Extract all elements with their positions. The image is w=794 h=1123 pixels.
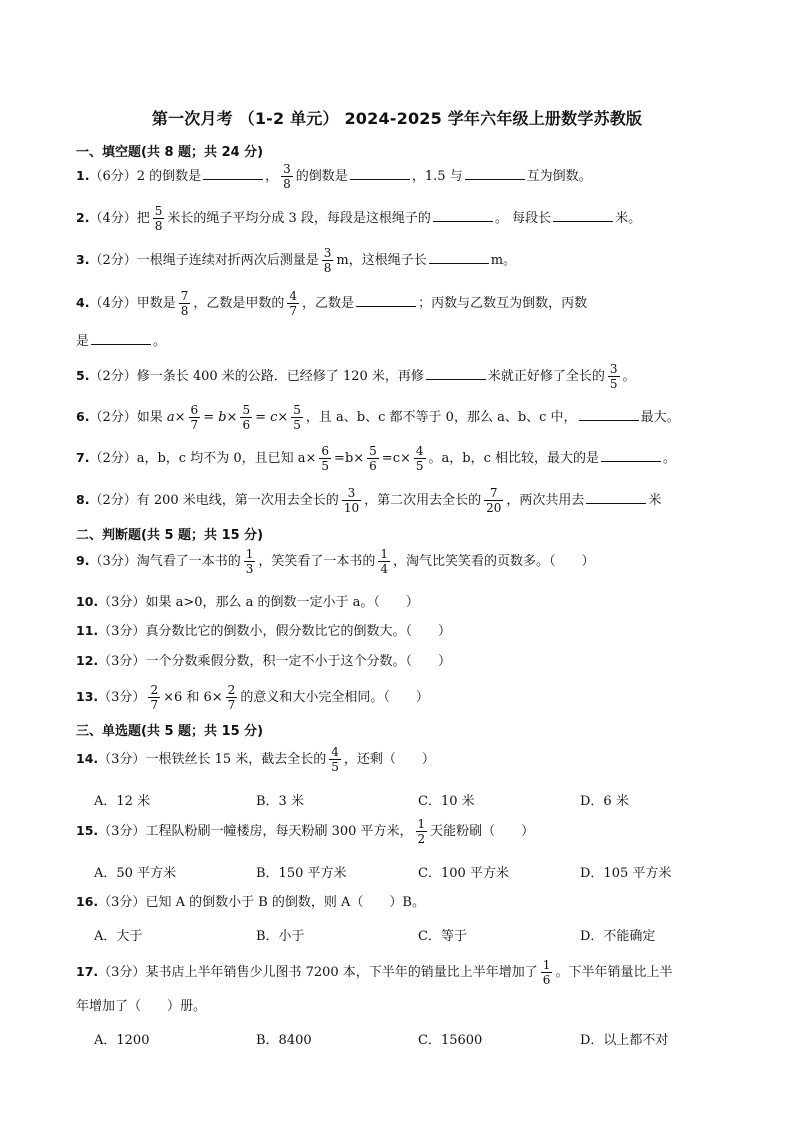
- fraction: $\frac{1}{2}$: [417, 817, 426, 846]
- fraction: $\frac{5}{8}$: [154, 204, 163, 233]
- question-10: 10.（3分）如果 a>0，那么 a 的倒数一定小于 a。（ ）: [76, 594, 419, 610]
- answer-blank[interactable]: [579, 406, 639, 421]
- question-5: 5.（2分）修一条长 400 米的公路．已经修了 120 米，再修 米就正好修了全长的 $\frac{3}{5}$ 。: [76, 362, 636, 391]
- question-3: 3.（2分）一根绳子连续对折两次后测量是 $\frac{3}{8}$ m，这根绳子长 m。: [76, 246, 517, 275]
- answer-blank[interactable]: [553, 207, 613, 222]
- section-heading-fill-in: 一、填空题(共 8 题；共 24 分): [76, 145, 264, 160]
- question-number: 14.: [76, 751, 99, 766]
- fraction: $\frac{1}{6}$: [542, 958, 551, 987]
- question-score: （3分）: [98, 690, 146, 705]
- question-score: （3分）: [98, 595, 146, 610]
- fraction: $\frac{2}{7}$: [227, 683, 236, 712]
- option-b[interactable]: B．8400: [256, 1033, 312, 1048]
- fraction: $\frac{3}{8}$: [283, 162, 291, 191]
- question-number: 8.: [76, 492, 90, 507]
- option-b[interactable]: B．3 米: [256, 794, 304, 809]
- question-score: （2分）: [89, 451, 137, 466]
- answer-blank[interactable]: [433, 207, 493, 222]
- answer-blank[interactable]: [350, 165, 410, 180]
- question-score: （3分）: [98, 624, 146, 639]
- question-15: 15.（3分）工程队粉刷一幢楼房，每天粉刷 300 平方米， $\frac{1}{2}$ 天能粉刷（ ）: [76, 817, 535, 846]
- question-number: 11.: [76, 623, 99, 638]
- option-c[interactable]: C．10 米: [418, 794, 475, 809]
- question-score: （2分）: [89, 493, 137, 508]
- question-7: 7.（2分）a，b，c 均不为 0，且已知 a× $\frac{6}{5}$ =b× $\frac{5}{6}$ =c× $\frac{4}{5}$ 。a，b，c 相比较，最大的是 。: [76, 444, 677, 473]
- question-17: 17.（3分）某书店上半年销售少儿图书 7200 本，下半年的销量比上半年增加了 $\frac{1}{6}$ 。下半年销量比上半: [76, 958, 673, 987]
- question-number: 13.: [76, 689, 99, 704]
- question-number: 10.: [76, 594, 99, 609]
- question-number: 6.: [76, 409, 90, 424]
- fraction: $\frac{6}{5}$: [321, 444, 330, 473]
- question-number: 1.: [76, 168, 90, 183]
- question-8: 8.（2分）有 200 米电线，第一次用去全长的 $\frac{3}{10}$ ，第二次用去全长的 $\frac{7}{20}$ ，两次共用去 米: [76, 486, 662, 515]
- question-16: 16.（3分）已知 A 的倒数小于 B 的倒数，则 A（ ）B。: [76, 894, 425, 910]
- answer-blank[interactable]: [203, 165, 263, 180]
- fraction: $\frac{1}{3}$: [245, 547, 254, 576]
- fraction: $\frac{4}{5}$: [415, 444, 424, 473]
- question-number: 16.: [76, 894, 99, 909]
- question-score: （2分）: [89, 369, 137, 384]
- fraction: $\frac{5}{6}$: [369, 444, 377, 473]
- question-12: 12.（3分）一个分数乘假分数，积一定不小于这个分数。（ ）: [76, 653, 451, 669]
- option-a[interactable]: A．50 平方米: [94, 866, 177, 881]
- option-a[interactable]: A．1200: [94, 1033, 150, 1048]
- option-d[interactable]: D．以上都不对: [580, 1033, 669, 1048]
- question-score: （3分）: [98, 895, 146, 910]
- fraction: $\frac{5}{5}$: [293, 403, 301, 432]
- question-4: 4.（4分）甲数是 $\frac{7}{8}$ ，乙数是甲数的 $\frac{4}{7}$ ，乙数是 ；丙数与乙数互为倒数，丙数: [76, 289, 588, 318]
- question-number: 2.: [76, 210, 90, 225]
- question-score: （3分）: [98, 752, 146, 767]
- question-6: 6.（2分）如果 a× $\frac{6}{7}$ = b× $\frac{5}{6}$ = c× $\frac{5}{5}$ ，且 a、b、c 都不等于 0，那么 a、b、c 中， 最大。: [76, 403, 680, 432]
- question-number: 15.: [76, 823, 99, 838]
- question-score: （3分）: [89, 554, 137, 569]
- answer-blank[interactable]: [426, 365, 486, 380]
- fraction: $\frac{4}{5}$: [331, 745, 339, 774]
- answer-blank[interactable]: [465, 165, 525, 180]
- question-score: （3分）: [98, 824, 146, 839]
- question-number: 17.: [76, 964, 99, 979]
- option-c[interactable]: C．15600: [418, 1033, 483, 1048]
- question-14: 14.（3分）一根铁丝长 15 米，截去全长的 $\frac{4}{5}$ ，还剩（ ）: [76, 745, 435, 774]
- fraction: $\frac{6}{7}$: [190, 403, 199, 432]
- question-number: 9.: [76, 553, 90, 568]
- question-number: 7.: [76, 450, 90, 465]
- option-d[interactable]: D．不能确定: [580, 929, 656, 944]
- question-number: 5.: [76, 368, 90, 383]
- question-17-continued: 年增加了（ ）册。: [76, 999, 207, 1014]
- question-1: 1.（6分）2 的倒数是 ， $\frac{3}{8}$ 的倒数是 ，1.5 与 互为倒数。: [76, 162, 592, 191]
- fraction: $\frac{4}{7}$: [289, 289, 298, 318]
- question-4-continued: 是 。: [76, 330, 166, 352]
- answer-blank[interactable]: [356, 292, 416, 307]
- option-d[interactable]: D．6 米: [580, 794, 629, 809]
- option-c[interactable]: C．100 平方米: [418, 866, 509, 881]
- question-number: 4.: [76, 295, 90, 310]
- fraction: $\frac{3}{10}$: [343, 486, 360, 515]
- question-2: 2.（4分）把 $\frac{5}{8}$ 米长的绳子平均分成 3 段，每段是这根绳子的 。 每段长 米。: [76, 204, 642, 233]
- answer-blank[interactable]: [586, 489, 646, 504]
- fraction: $\frac{5}{6}$: [242, 403, 251, 432]
- fraction: $\frac{3}{5}$: [609, 362, 618, 391]
- option-a[interactable]: A．12 米: [94, 794, 151, 809]
- option-a[interactable]: A．大于: [94, 929, 143, 944]
- page-title: 第一次月考 （1-2 单元） 2024-2025 学年六年级上册数学苏教版: [151, 109, 643, 128]
- fraction: $\frac{7}{8}$: [180, 289, 189, 318]
- question-score: （3分）: [98, 965, 146, 980]
- option-d[interactable]: D．105 平方米: [580, 866, 672, 881]
- section-heading-true-false: 二、判断题(共 5 题；共 15 分): [76, 528, 264, 543]
- fraction: $\frac{2}{7}$: [150, 683, 159, 712]
- fraction: $\frac{1}{4}$: [380, 547, 389, 576]
- question-11: 11.（3分）真分数比它的倒数小，假分数比它的倒数大。（ ）: [76, 623, 451, 639]
- question-score: （2分）: [89, 253, 137, 268]
- question-score: （4分）: [89, 296, 137, 311]
- answer-blank[interactable]: [601, 447, 661, 462]
- fraction: $\frac{3}{8}$: [323, 246, 332, 275]
- question-score: （3分）: [98, 654, 146, 669]
- option-b[interactable]: B．小于: [256, 929, 305, 944]
- option-c[interactable]: C．等于: [418, 929, 467, 944]
- answer-blank[interactable]: [91, 330, 151, 345]
- option-b[interactable]: B．150 平方米: [256, 866, 347, 881]
- fraction: $\frac{7}{20}$: [486, 486, 502, 515]
- section-heading-multiple-choice: 三、单选题(共 5 题；共 15 分): [76, 724, 264, 739]
- question-score: （2分）: [89, 410, 137, 425]
- question-number: 12.: [76, 653, 99, 668]
- answer-blank[interactable]: [429, 249, 489, 264]
- question-13: 13.（3分） $\frac{2}{7}$ ×6 和 6× $\frac{2}{7}$ 的意义和大小完全相同。（ ）: [76, 683, 429, 712]
- question-score: （6分）: [89, 169, 137, 184]
- question-9: 9.（3分）淘气看了一本书的 $\frac{1}{3}$ ，笑笑看了一本书的 $\frac{1}{4}$ ，淘气比笑笑看的页数多。（ ）: [76, 547, 595, 576]
- question-number: 3.: [76, 252, 90, 267]
- question-score: （4分）: [89, 211, 137, 226]
